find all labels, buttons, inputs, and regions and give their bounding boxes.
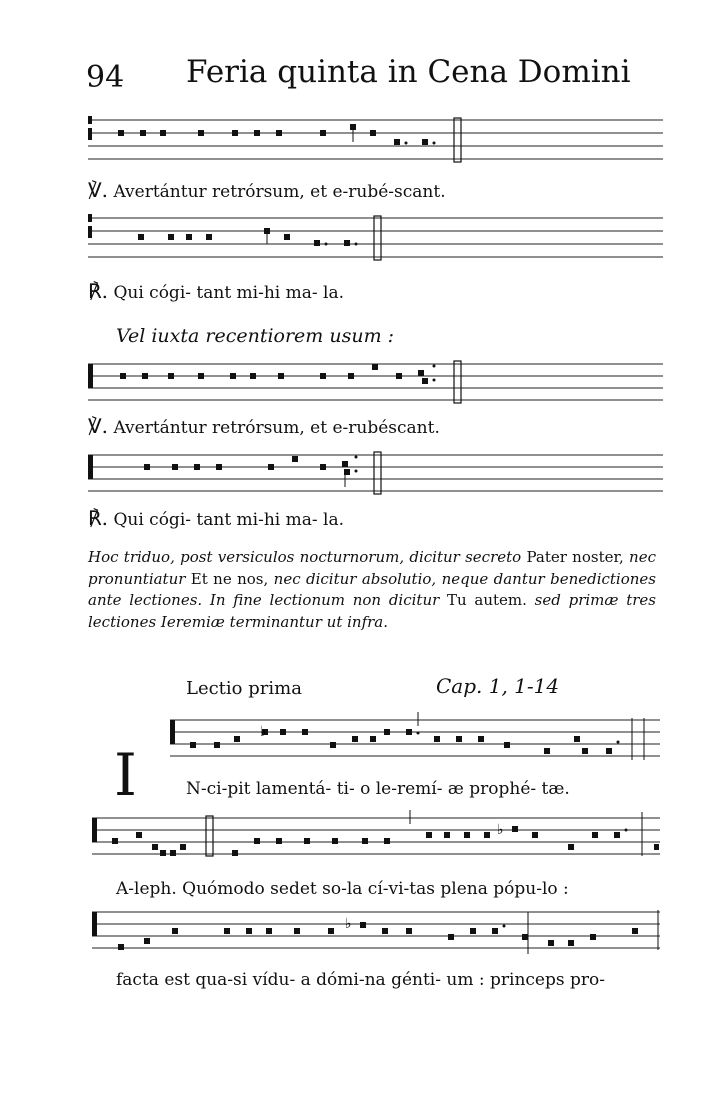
versicle-text: Avertántur retrórsum, et e-rubéscant. [113,418,440,438]
response-sign: ℟. [88,279,109,303]
versicle-sign: ℣. [88,414,109,438]
response-2 [88,506,344,530]
lesson-heading: Lectio prima [186,678,302,699]
page-number: 94 [86,60,125,95]
alternate-usage-heading: Vel iuxta recentiorem usum : [116,325,395,347]
chant-staff-4 [88,447,663,499]
versicle-2 [88,414,440,438]
chant-staff-6 [92,808,660,868]
chapter-reference: Cap. 1, 1-14 [436,674,560,698]
chant-staff-7 [92,904,660,962]
chant-staff-2 [88,210,663,268]
rubric-roman-2: Et ne nos, [185,569,274,588]
rubric-italic-2: nec pronuntiatur [88,548,656,588]
versicle-sign: ℣. [88,178,109,202]
chant-staff-3 [88,356,663,406]
chant-staff-5 [170,712,660,768]
response-1 [88,279,344,303]
rubric-roman-1: Pater noster, [521,548,630,566]
response-text: Qui cógi- tant mi-hi ma- la. [113,510,345,530]
rubric-paragraph [88,547,656,633]
versicle-1 [88,178,446,202]
page-title: Feria quinta in Cena Domini [186,54,631,90]
response-sign: ℟. [88,506,109,530]
svg-text:♭: ♭ [497,822,504,838]
svg-text:♭: ♭ [345,916,352,932]
lesson-lyrics-line-2: A-leph. Quómodo sedet so-la cí-vi-tas plena pópu-lo : [116,879,569,899]
svg-text:♭: ♭ [260,724,267,740]
drop-cap-initial: I [114,741,137,809]
rubric-roman-3: Tu autem. [439,591,535,609]
lesson-lyrics-line-1: N-ci-pit lamentá- ti- o le-remí- æ prophé- tæ. [186,779,570,799]
rubric-italic-4: sed primæ tres lectiones Ieremiæ terminantur ut infra. [88,591,656,631]
lesson-lyrics-line-3: facta est qua-si vídu- a dómi-na génti- um : princeps pro- [116,970,605,990]
chant-staff-1 [88,112,663,170]
response-text: Qui cógi- tant mi-hi ma- la. [113,283,345,303]
versicle-text: Avertántur retrórsum, et e-rubé-scant. [113,182,446,202]
rubric-italic-1: Hoc triduo, post versiculos nocturnorum, dicitur secreto [88,548,522,566]
rubric-italic-3: nec dicitur absolutio, neque dantur benedictiones ante lectiones. In fine lectionum non dicitur [88,569,656,609]
